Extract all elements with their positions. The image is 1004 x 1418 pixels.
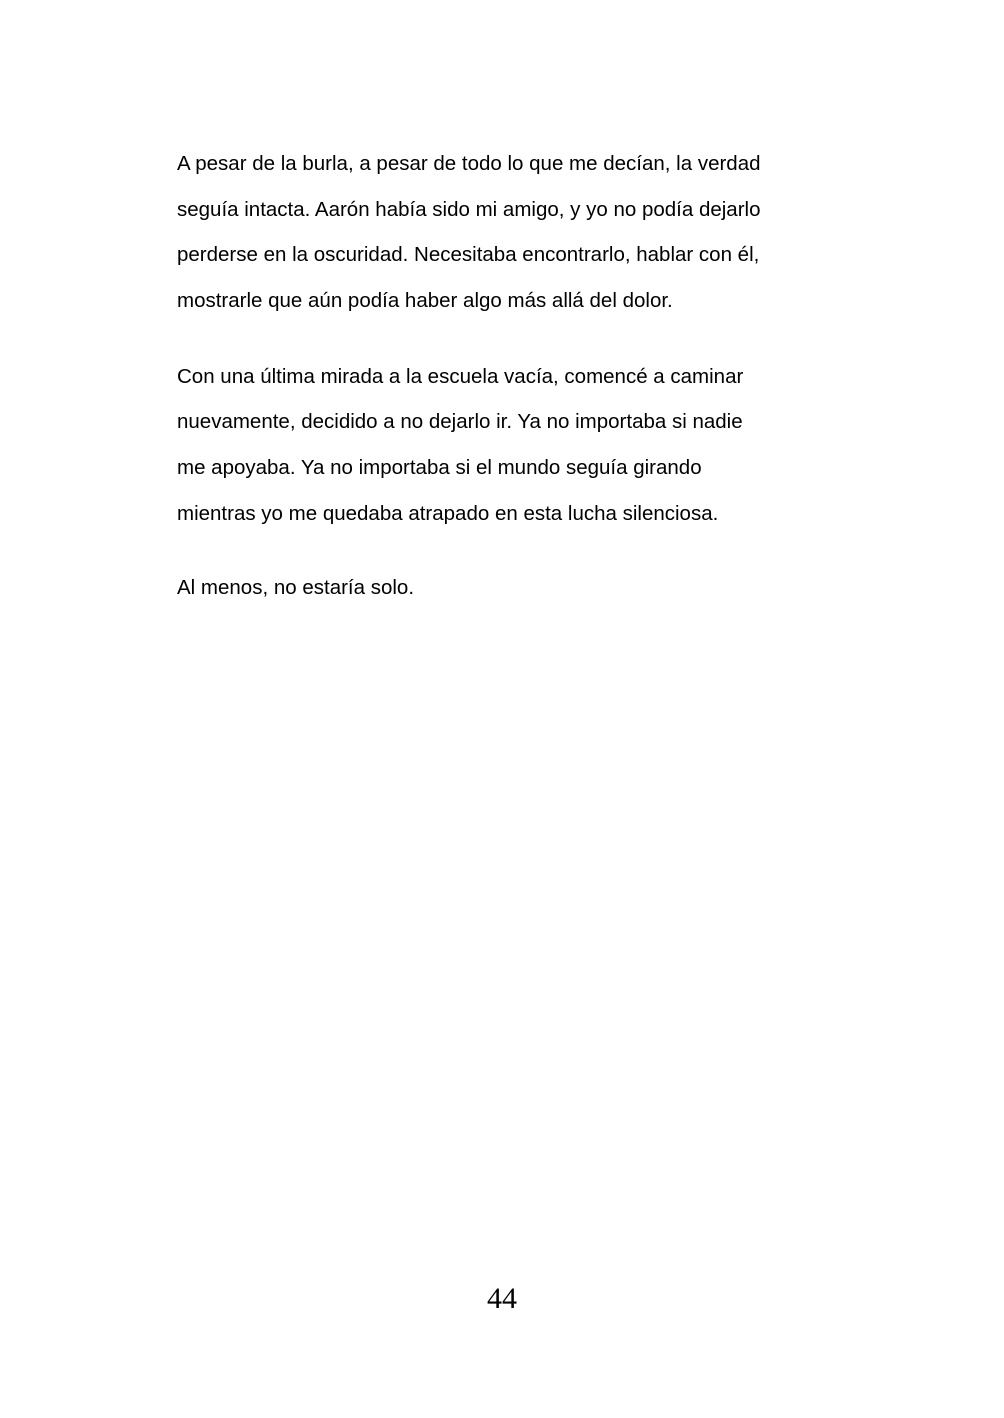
text-line: mostrarle que aún podía haber algo más allá del dolor. bbox=[177, 289, 673, 312]
text-line: seguía intacta. Aarón había sido mi amigo, y yo no podía dejarlo bbox=[177, 198, 761, 221]
text-line: perderse en la oscuridad. Necesitaba encontrarlo, hablar con él, bbox=[177, 243, 760, 266]
text-line: A pesar de la burla, a pesar de todo lo que me decían, la verdad bbox=[177, 152, 761, 175]
text-line: Con una última mirada a la escuela vacía, comencé a caminar bbox=[177, 365, 744, 388]
text-line: Al menos, no estaría solo. bbox=[177, 576, 415, 599]
page-number: 44 bbox=[487, 1282, 517, 1315]
text-line: nuevamente, decidido a no dejarlo ir. Ya no importaba si nadie bbox=[177, 410, 743, 433]
text-line: mientras yo me quedaba atrapado en esta lucha silenciosa. bbox=[177, 502, 719, 525]
text-line: me apoyaba. Ya no importaba si el mundo seguía girando bbox=[177, 456, 702, 479]
